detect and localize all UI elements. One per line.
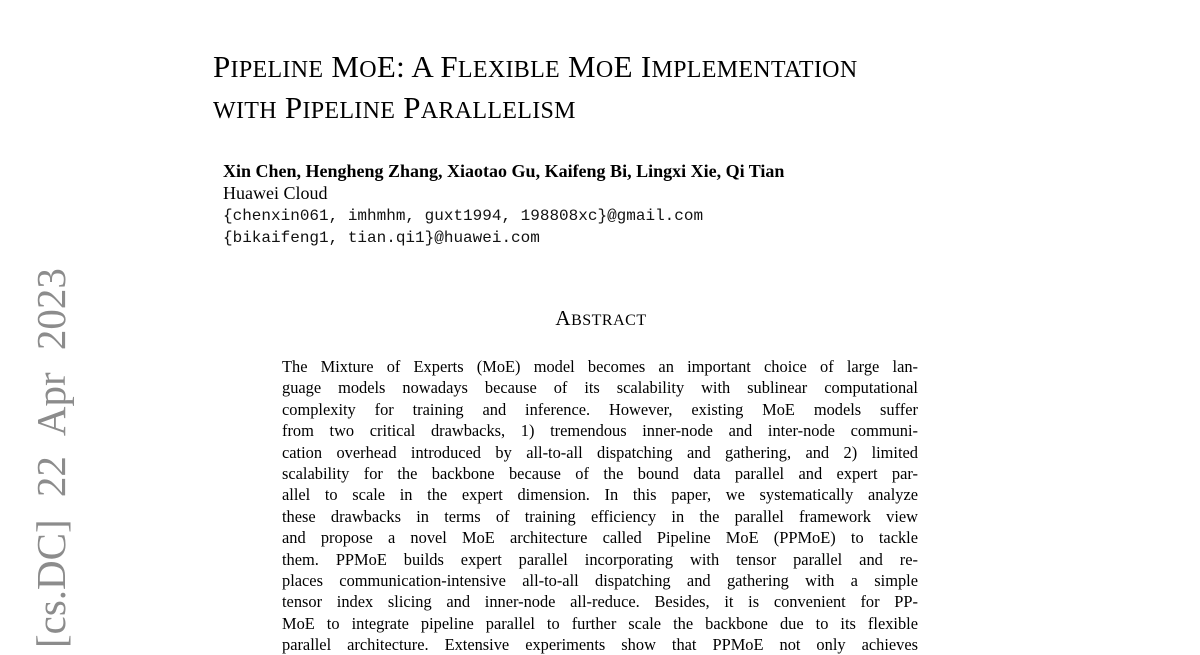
arxiv-date: 22 Apr 2023 <box>28 268 74 498</box>
paper-title <box>213 48 1113 130</box>
abstract-line: them. PPMoE builds expert parallel incorporating with tensor parallel and re- <box>282 549 918 569</box>
abstract-line: allel to scale in the expert dimension. In this paper, we systematically analyze <box>282 485 918 505</box>
abstract-line: tensor index slicing and inner-node all-reduce. Besides, it is convenient for PP- <box>282 592 918 612</box>
abstract-heading-row <box>1 306 1200 331</box>
abstract-line: from two critical drawbacks, 1) tremendous inner-node and inter-node communi- <box>282 421 918 441</box>
abstract-line: MoE to integrate pipeline parallel to further scale the backbone due to its flexible <box>282 613 918 633</box>
arxiv-category: [cs.DC] <box>28 519 74 648</box>
affiliation: Huawei Cloud <box>223 183 328 203</box>
author-list: Xin Chen, Hengheng Zhang, Xiaotao Gu, Kaifeng Bi, Lingxi Xie, Qi Tian <box>223 161 785 181</box>
abstract-line: scalability for the backbone because of the bound data parallel and expert par- <box>282 463 918 483</box>
abstract-line: The Mixture of Experts (MoE) model becomes an important choice of large lan- <box>282 357 918 376</box>
abstract-line: parallel architecture. Extensive experiments show that PPMoE not only achieves <box>282 635 918 655</box>
title-line-2: WITH PIPELINE PARALLELISM <box>213 90 576 125</box>
abstract-heading: ABSTRACT <box>555 306 647 330</box>
title-line-1: PIPELINE MOE: A FLEXIBLE MOE IMPLEMENTATION <box>213 49 858 84</box>
email-line-2: {bikaifeng1, tian.qi1}@huawei.com <box>223 229 540 247</box>
abstract-line: these drawbacks in terms of training efficiency in the parallel framework view <box>282 506 918 526</box>
abstract-line: places communication-intensive all-to-all dispatching and gathering with a simple <box>282 570 918 590</box>
abstract-body <box>282 356 918 655</box>
abstract-line: complexity for training and inference. However, existing MoE models suffer <box>282 399 918 419</box>
abstract-line: guage models nowadays because of its scalability with sublinear computational <box>282 378 918 398</box>
abstract-line: and propose a novel MoE architecture called Pipeline MoE (PPMoE) to tackle <box>282 528 918 548</box>
abstract-line: cation overhead introduced by all-to-all dispatching and gathering, and 2) limited <box>282 442 918 462</box>
email-line-1: {chenxin061, imhmhm, guxt1994, 198808xc}@gmail.com <box>223 207 704 225</box>
